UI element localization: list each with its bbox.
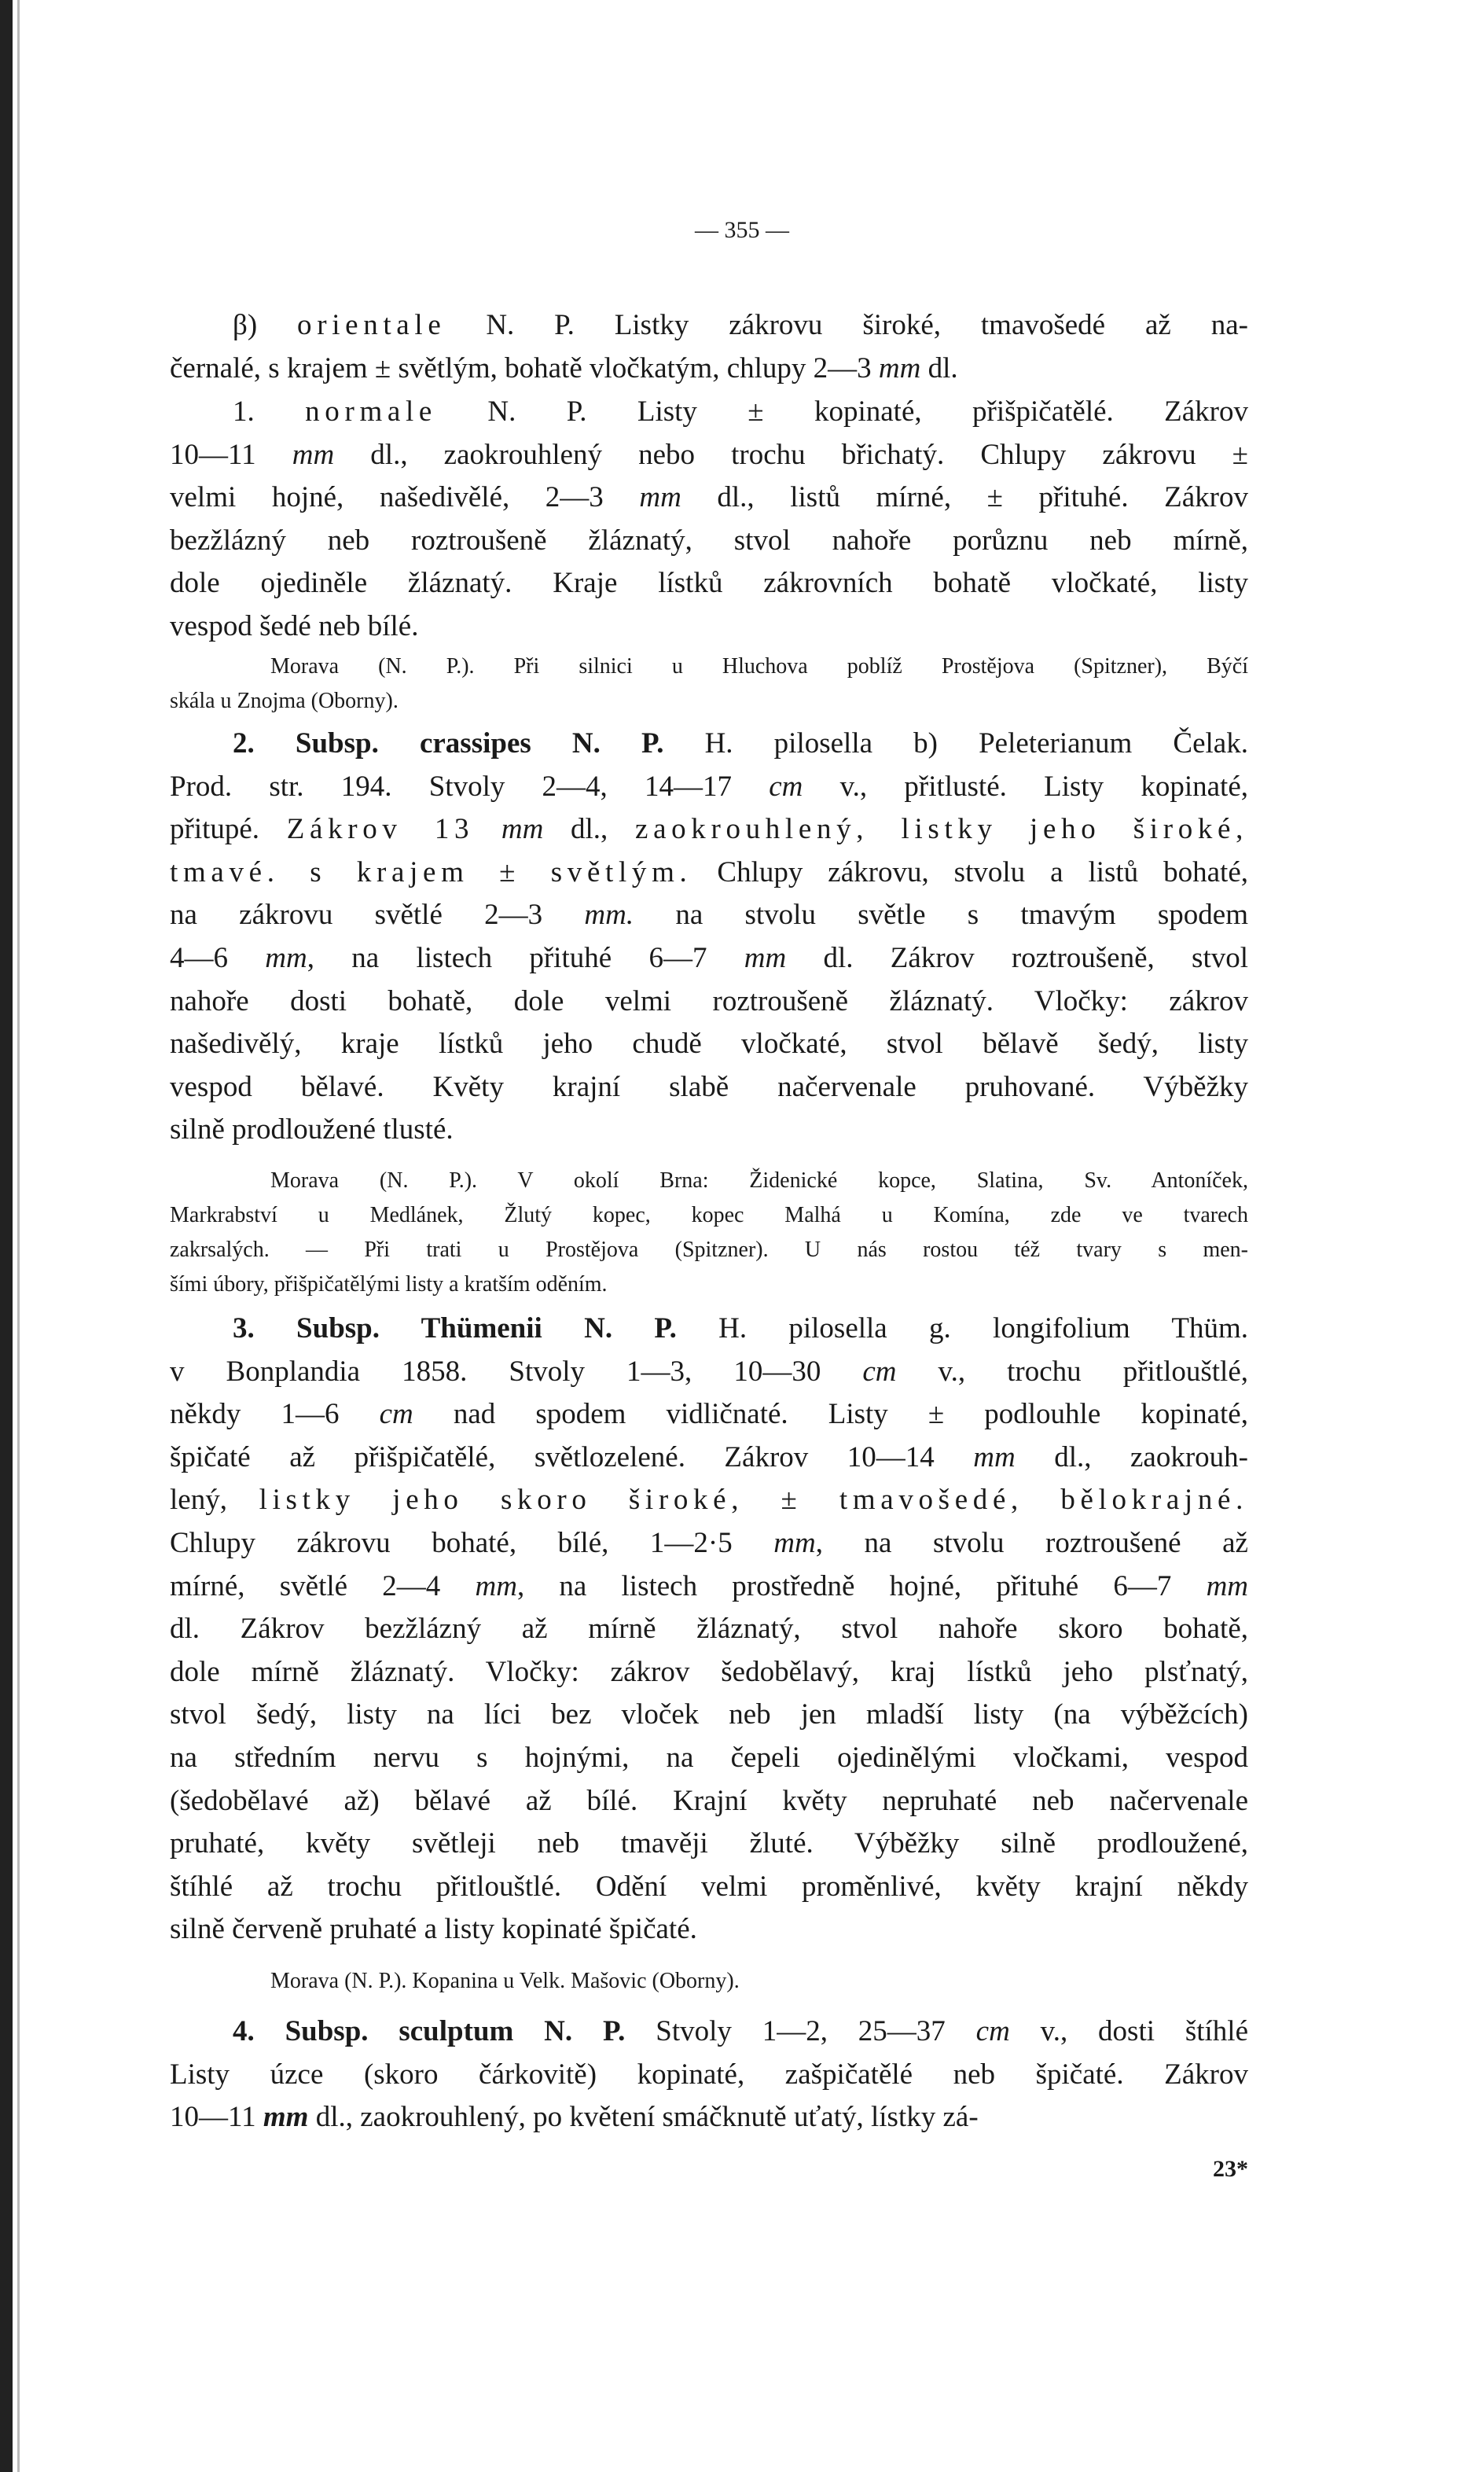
text-line (170, 1522, 1248, 1565)
text-run: H. pilosella g. longifolium Thüm. (676, 1312, 1249, 1345)
text-run: špičaté až přišpičatělé, světlozelené. Zákrov 10—14 (170, 1440, 974, 1473)
text-run: mm (878, 351, 921, 384)
text-line (170, 723, 1248, 766)
text-run: cm (975, 2015, 1010, 2047)
text-run: dl., (543, 813, 635, 846)
paragraph-subsp-thumenii (170, 1308, 1248, 1951)
text-line (170, 1308, 1248, 1351)
text-line (170, 1109, 1248, 1152)
text-line (170, 2054, 1248, 2097)
text-run: na středním nervu s hojnými, na čepeli ojedinělými vločkami, vespod (170, 1741, 1248, 1774)
paragraph-subsp-crassipes (170, 723, 1248, 1152)
text-run: N. P. Listky zákrovu široké, tmavošedé až na- (446, 309, 1248, 341)
text-line (170, 304, 1248, 348)
text-run: našedivělý, kraje lístků jeho chudě vločkaté, stvol bělavě šedý, listy (170, 1028, 1248, 1061)
text-run: černalé, s krajem ± světlým, bohatě vločkatým, chlupy 2—3 (170, 351, 879, 384)
text-line (170, 1164, 1248, 1198)
text-run: silně červeně pruhaté a listy kopinaté špičaté. (170, 1913, 697, 1946)
text-run: bezžlázný neb roztroušeně žláznatý, stvol nahoře porůznu neb mírně, (170, 524, 1248, 557)
text-line (170, 1823, 1248, 1866)
text-run: vespod bělavé. Květy krajní slabě načervenale pruhované. Výběžky (170, 1070, 1248, 1103)
text-line (170, 684, 1248, 719)
text-line (170, 1866, 1248, 1909)
text-run: H. pilosella b) Peleterianum Čelak. (663, 727, 1248, 760)
text-run: pruhaté, květy světleji neb tmavěji žluté. Výběžky silně prodloužené, (170, 1827, 1248, 1860)
text-run: skála u Znojma (Oborny). (170, 689, 399, 713)
text-line (170, 1694, 1248, 1737)
signature-mark: 23* (1213, 2156, 1248, 2182)
text-run (474, 813, 501, 845)
text-run: dl. Zákrov roztroušeně, stvol (786, 941, 1249, 974)
text-run: normale (305, 395, 437, 428)
text-line (170, 348, 1248, 391)
text-line (170, 766, 1248, 809)
text-run: mm (973, 1440, 1016, 1473)
text-run: 3. Subsp. Thümenii N. P. (233, 1312, 677, 1345)
text-run: štíhlé až trochu přitlouštlé. Odění velmi proměnlivé, květy krajní někdy (170, 1870, 1248, 1903)
text-run: dl., zaokrouh- (1015, 1440, 1248, 1473)
text-run: v Bonplandia 1858. Stvoly 1—3, 10—30 (170, 1355, 863, 1388)
text-line (170, 649, 1248, 684)
text-run: Prod. str. 194. Stvoly 2—4, 14—17 (170, 770, 770, 803)
text-line (170, 1608, 1248, 1651)
text-run: cm (769, 770, 803, 803)
text-run: mírné, světlé 2—4 (170, 1569, 476, 1602)
text-run: 1. (233, 395, 306, 428)
text-line (170, 894, 1248, 937)
text-run: , na stvolu roztroušené až (815, 1526, 1248, 1559)
text-run: Chlupy zákrovu, stvolu a listů bohaté, (692, 855, 1249, 888)
text-run: dl. (920, 351, 958, 384)
text-line (170, 1565, 1248, 1609)
text-line (170, 1351, 1248, 1394)
text-line (170, 476, 1248, 520)
text-line (170, 808, 1248, 852)
text-run: na zákrovu světlé 2—3 (170, 899, 585, 932)
text-run: někdy 1—6 (170, 1398, 380, 1431)
text-run: cm (862, 1355, 897, 1388)
paragraph-subsp-sculptum (170, 2010, 1248, 2139)
text-run: dole ojediněle žláznatý. Kraje lístků zákrovních bohatě vločkaté, listy (170, 567, 1248, 600)
text-run: , na listech prostředně hojné, přituhé 6—7 (516, 1569, 1207, 1602)
text-line (170, 1023, 1248, 1066)
text-run: mm (744, 941, 787, 974)
text-run: Chlupy zákrovu bohaté, bílé, 1—2·5 (170, 1526, 774, 1559)
text-run: mm (639, 481, 681, 514)
text-run: v., dosti štíhlé (1009, 2015, 1248, 2047)
text-line (170, 2096, 1248, 2139)
text-line (170, 391, 1248, 434)
text-line (170, 1908, 1248, 1951)
text-line (170, 562, 1248, 605)
scan-binding-edge (0, 0, 13, 2472)
text-run: (šedobělavé až) bělavé až bílé. Krajní květy nepruhaté neb načervenale (170, 1784, 1248, 1817)
text-run: zaokrouhlený, listky jeho široké, (634, 813, 1249, 846)
text-run: mm (1206, 1569, 1249, 1602)
page-number: — 355 — (695, 217, 789, 243)
text-line (170, 1479, 1248, 1522)
text-run: 4. Subsp. sculptum N. P. (233, 2015, 626, 2047)
text-line (170, 1780, 1248, 1823)
text-line (170, 1964, 1248, 1999)
text-run: mm (773, 1526, 816, 1559)
text-run: Zákrov 13 (286, 813, 475, 846)
text-run: mm. (584, 899, 634, 932)
text-run: Morava (N. P.). V okolí Brna: Židenické kopce, Slatina, Sv. Antoníček, (270, 1168, 1248, 1193)
locality-note-thumenii (170, 1964, 1248, 1999)
text-line (170, 1436, 1248, 1480)
text-line (170, 1393, 1248, 1436)
locality-note-normale (170, 649, 1248, 719)
text-run: v., trochu přitlouštlé, (896, 1355, 1248, 1388)
scan-binding-shadow (17, 0, 20, 2472)
text-line (170, 1267, 1248, 1302)
text-run: , na listech přituhé 6—7 (307, 941, 744, 974)
text-run: v., přitlusté. Listy kopinaté, (803, 770, 1249, 803)
text-line (170, 937, 1248, 980)
text-run: mm (501, 813, 544, 846)
text-run: tmavé. s krajem ± světlým. (170, 855, 692, 888)
text-run: orientale (297, 309, 446, 341)
text-run: přitupé. (170, 813, 287, 846)
text-run: Morava (N. P.). Kopanina u Velk. Mašovic (Oborny). (270, 1969, 740, 1993)
text-line (170, 1651, 1248, 1694)
text-run: Morava (N. P.). Při silnici u Hluchova poblíž Prostějova (Spitzner), Býčí (270, 654, 1248, 679)
text-run: nahoře dosti bohatě, dole velmi roztroušeně žláznatý. Vločky: zákrov (170, 984, 1248, 1017)
text-run: β) (233, 309, 298, 341)
text-run: vespod šedé neb bílé. (170, 609, 419, 642)
text-run: cm (379, 1398, 413, 1431)
text-run: Markrabství u Medlánek, Žlutý kopec, kopec Malhá u Komína, zde ve tvarech (170, 1203, 1248, 1227)
text-run: mm (292, 438, 335, 471)
paragraph-normale (170, 391, 1248, 649)
text-run: mm (263, 2101, 309, 2134)
text-run: na stvolu světle s tmavým spodem (634, 899, 1248, 932)
text-line (170, 1066, 1248, 1109)
locality-note-crassipes (170, 1164, 1248, 1302)
text-line (170, 520, 1248, 563)
text-line (170, 1198, 1248, 1233)
text-line (170, 852, 1248, 895)
text-run: 2. Subsp. crassipes N. P. (233, 727, 664, 760)
text-run: N. P. Listy ± kopinaté, přišpičatělé. Zákrov (437, 395, 1249, 428)
text-line (170, 980, 1248, 1024)
text-run: dl. Zákrov bezžlázný až mírně žláznatý, stvol nahoře skoro bohatě, (170, 1613, 1248, 1646)
text-run: 10—11 (170, 438, 292, 471)
text-run: Listy úzce (skoro čárkovitě) kopinaté, zašpičatělé neb špičaté. Zákrov (170, 2058, 1248, 2091)
text-run: velmi hojné, našedivělé, 2—3 (170, 481, 640, 514)
text-line (170, 1737, 1248, 1780)
paragraph-orientale (170, 304, 1248, 390)
text-line (170, 1233, 1248, 1267)
text-run: dl., zaokrouhlený nebo trochu břichatý. Chlupy zákrovu ± (334, 438, 1248, 471)
text-run: Stvoly 1—2, 25—37 (625, 2015, 976, 2047)
text-run: dl., listů mírné, ± přituhé. Zákrov (681, 481, 1248, 514)
text-line (170, 434, 1248, 477)
text-run: dl., zaokrouhlený, po květení smáčknutě uťatý, lístky zá- (308, 2101, 979, 2134)
text-run: dole mírně žláznatý. Vločky: zákrov šedobělavý, kraj lístků jeho plsťnatý, (170, 1655, 1248, 1688)
text-run: silně prodloužené tlusté. (170, 1113, 454, 1146)
text-run: 4—6 (170, 941, 266, 974)
text-line (170, 605, 1248, 649)
text-line (170, 2010, 1248, 2054)
text-run: mm (475, 1569, 517, 1602)
text-run: zakrsalých. — Při trati u Prostějova (Spitzner). U nás rostou též tvary s men- (170, 1238, 1248, 1262)
text-run: stvol šedý, listy na líci bez vloček neb jen mladší listy (na výběžcích) (170, 1698, 1248, 1731)
text-run: 10—11 (170, 2101, 263, 2134)
text-run: lený, (170, 1484, 259, 1517)
text-run: šími úbory, přišpičatělými listy a kratším oděním. (170, 1272, 608, 1297)
text-run: listky jeho skoro široké, ± tmavošedé, bělokrajné. (259, 1484, 1248, 1517)
text-run: nad spodem vidličnaté. Listy ± podlouhle kopinaté, (413, 1398, 1248, 1431)
text-run: mm (265, 941, 307, 974)
